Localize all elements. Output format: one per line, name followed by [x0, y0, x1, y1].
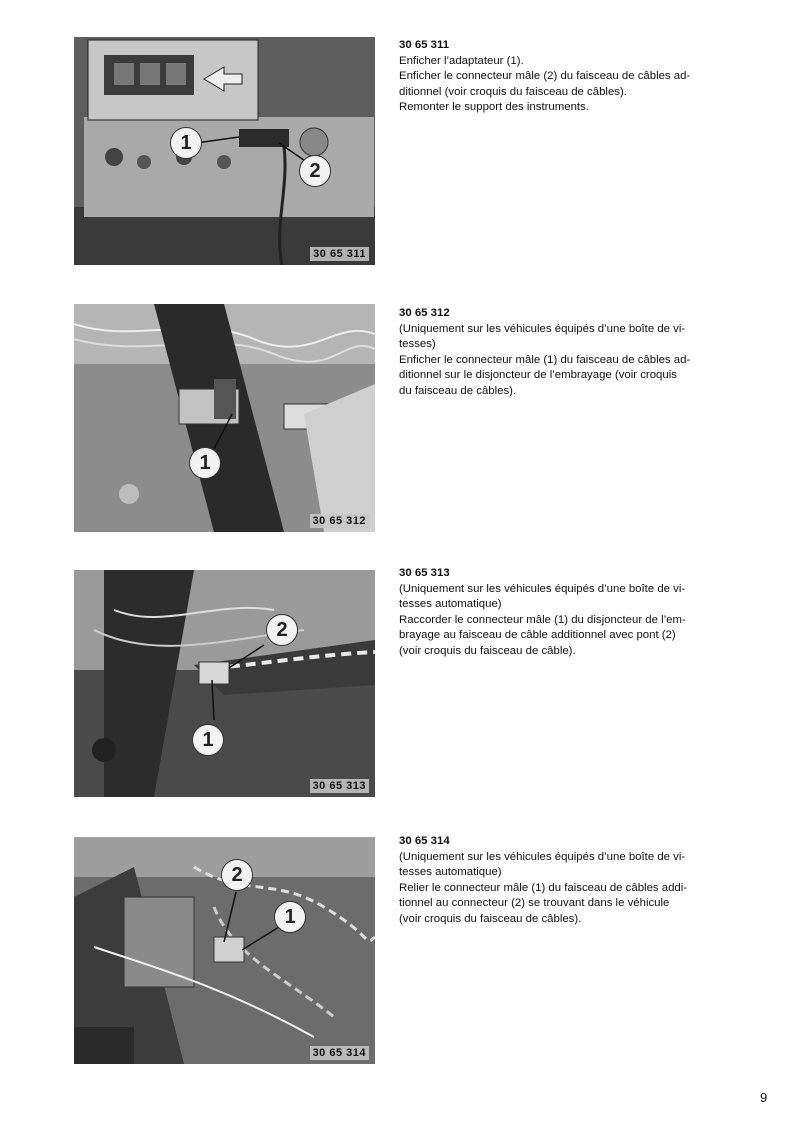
- callout-2: 2: [221, 859, 253, 891]
- callout-2: 2: [266, 614, 298, 646]
- step-line: tionnel au connecteur (2) se trouvant dans le véhicule: [399, 897, 670, 909]
- callout-1: 1: [192, 724, 224, 756]
- step-reference: 30 65 313: [399, 567, 450, 579]
- photo-30-65-313: [74, 570, 375, 797]
- step-line: tesses): [399, 338, 436, 350]
- harness-bridge-photo: [74, 570, 375, 797]
- photo-reference-number: 30 65 314: [310, 1046, 369, 1060]
- step-reference: 30 65 311: [399, 39, 450, 51]
- photo-30-65-311: [74, 37, 375, 265]
- step-line: ditionnel (voir croquis du faisceau de câbles).: [399, 85, 627, 98]
- photo-reference-number: 30 65 313: [310, 779, 369, 793]
- step-text-30-65-313: [399, 566, 729, 659]
- callout-1: 1: [170, 127, 202, 159]
- step-line: du faisceau de câbles).: [399, 384, 517, 397]
- step-line: (Uniquement sur les véhicules équipés d’une boîte de vi-: [399, 582, 686, 595]
- photo-reference-number: 30 65 312: [310, 514, 369, 528]
- step-line: Enficher le connecteur mâle (2) du faisceau de câbles ad-: [399, 70, 691, 82]
- step-line: brayage au faisceau de câble additionnel avec pont (2): [399, 629, 676, 641]
- step-line: Remonter le support des instruments.: [399, 101, 589, 113]
- step-line: (voir croquis du faisceau de câble).: [399, 644, 576, 657]
- callout-1: 1: [274, 901, 306, 933]
- instrument-cluster-photo: [74, 37, 375, 265]
- step-reference: 30 65 312: [399, 307, 450, 319]
- step-line: (Uniquement sur les véhicules équipés d’une boîte de vi-: [399, 322, 686, 335]
- photo-30-65-312: [74, 304, 375, 532]
- step-text-30-65-314: [399, 834, 729, 927]
- step-reference: 30 65 314: [399, 835, 450, 847]
- step-line: Raccorder le connecteur mâle (1) du disjoncteur de l’em-: [399, 613, 686, 626]
- photo-30-65-314: [74, 837, 375, 1064]
- step-line: tesses automatique): [399, 866, 502, 878]
- step-line: Enficher l’adaptateur (1).: [399, 54, 524, 67]
- step-line: Enficher le connecteur mâle (1) du faisceau de câbles ad-: [399, 353, 691, 366]
- step-text-30-65-312: [399, 306, 729, 399]
- callout-1: 1: [189, 447, 221, 479]
- callout-2: 2: [299, 155, 331, 187]
- clutch-switch-photo: [74, 304, 375, 532]
- step-text-30-65-311: [399, 38, 729, 116]
- photo-reference-number: 30 65 311: [310, 247, 369, 261]
- step-line: tesses automatique): [399, 598, 502, 610]
- page-number: 9: [760, 1090, 768, 1105]
- step-line: (Uniquement sur les véhicules équipés d’une boîte de vi-: [399, 850, 686, 863]
- step-line: (voir croquis du faisceau de câbles).: [399, 912, 582, 925]
- step-line: Relier le connecteur mâle (1) du faisceau de câbles addi-: [399, 881, 688, 894]
- step-line: ditionnel sur le disjoncteur de l’embrayage (voir croquis: [399, 369, 677, 381]
